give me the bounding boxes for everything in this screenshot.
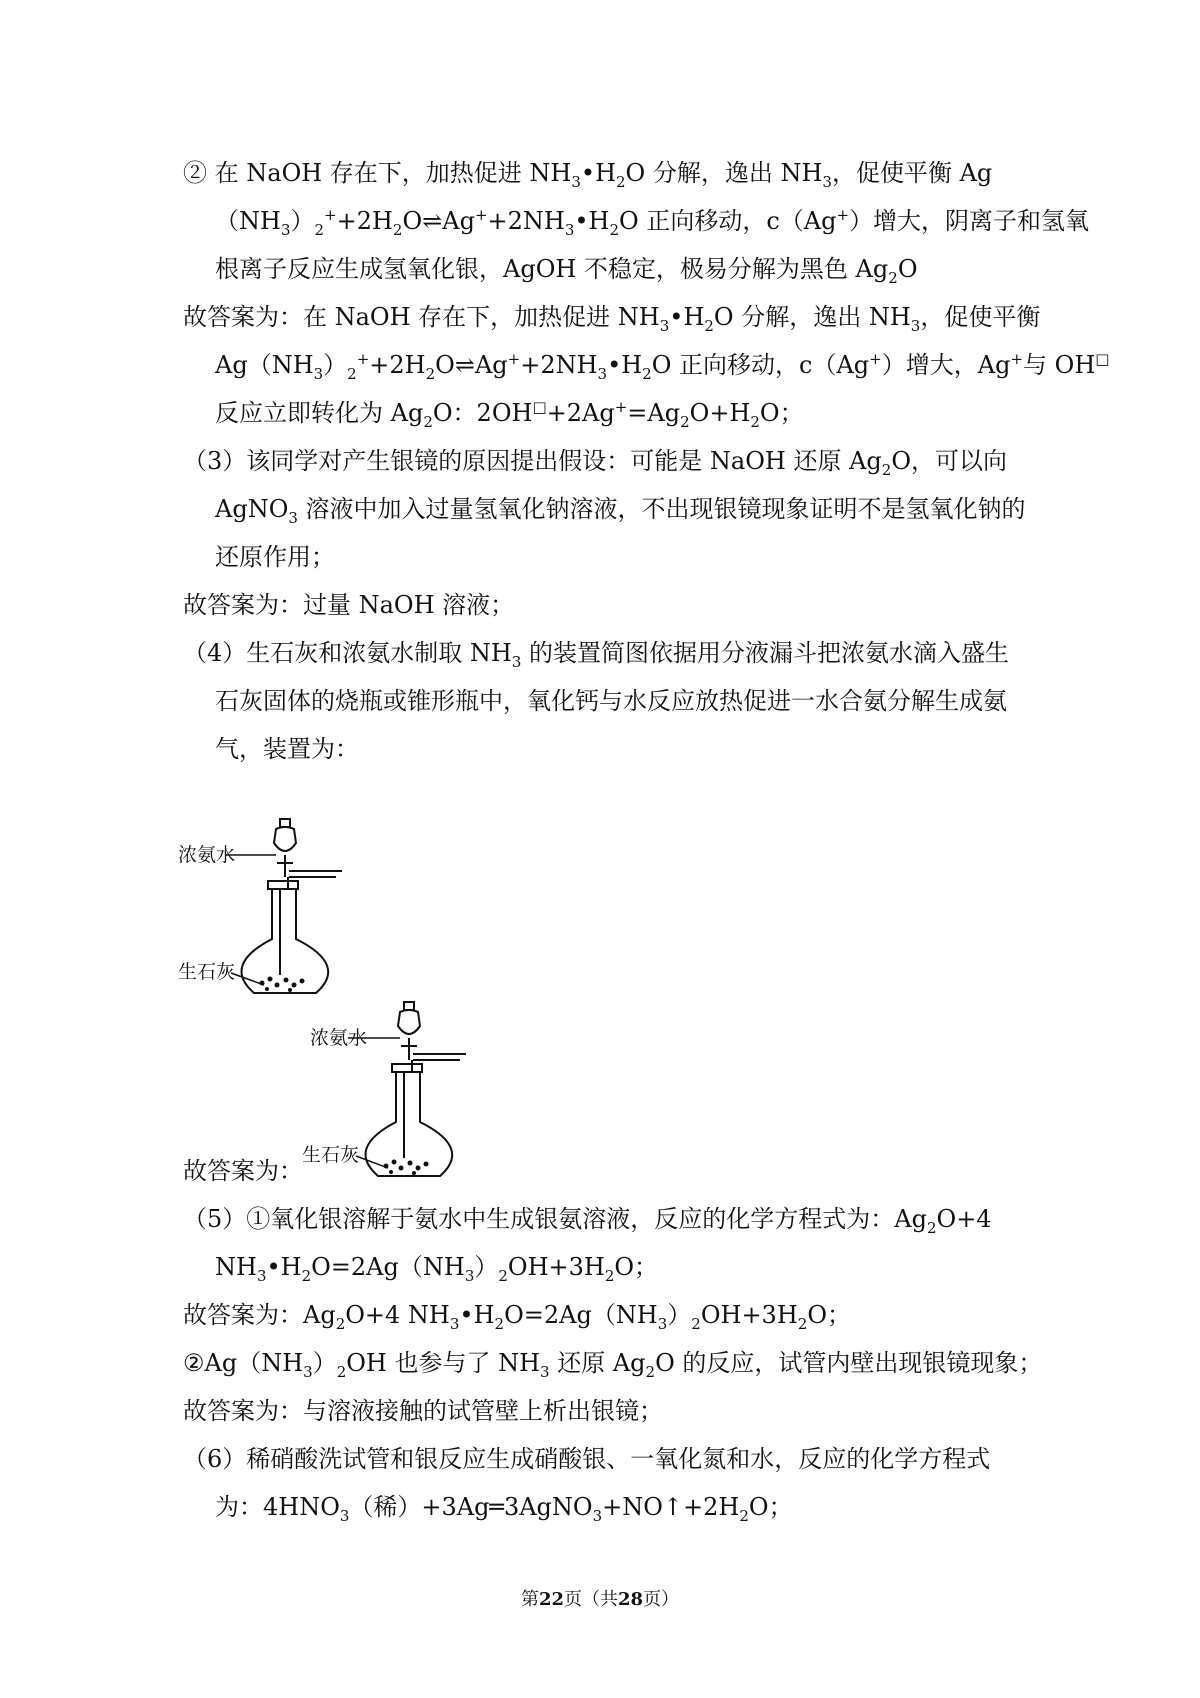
superscript: + bbox=[614, 398, 628, 416]
text-segment: ） bbox=[290, 207, 315, 235]
flask-stopper bbox=[392, 1064, 422, 1072]
text-segment: （NH bbox=[215, 207, 281, 235]
text-segment: •H bbox=[669, 303, 705, 331]
text-line bbox=[215, 350, 1110, 383]
text-line bbox=[183, 1300, 851, 1333]
footer-prefix: 第 bbox=[520, 1589, 539, 1610]
text-segment: •H bbox=[574, 207, 610, 235]
subscript: 2 bbox=[301, 1266, 312, 1285]
subscript: 2 bbox=[881, 460, 892, 479]
text-segment: O⇌Ag bbox=[435, 351, 508, 379]
text-segment: O 分解，逸出 NH bbox=[713, 303, 911, 331]
text-segment: 的装置简图依据用分液漏斗把浓氨水滴入盛生 bbox=[521, 639, 1010, 667]
superscript: + bbox=[836, 206, 850, 224]
subscript: 3 bbox=[657, 1314, 668, 1333]
footer-page-number: 22 bbox=[538, 1589, 564, 1610]
subscript: 3 bbox=[597, 364, 608, 383]
text-segment: O=2Ag（NH bbox=[311, 1253, 465, 1281]
subscript: 3 bbox=[511, 652, 522, 671]
page-footer bbox=[0, 1588, 1200, 1612]
text-segment: O； bbox=[759, 399, 804, 427]
text-segment: OH+3H bbox=[700, 1301, 798, 1329]
subscript: 2 bbox=[797, 1314, 808, 1333]
subscript: 2 bbox=[642, 364, 652, 383]
text-segment: +2Ag bbox=[546, 399, 615, 427]
subscript: 3 bbox=[540, 1362, 550, 1381]
text-line bbox=[183, 1348, 1043, 1381]
text-line bbox=[183, 1204, 992, 1237]
lime-solid bbox=[260, 977, 305, 993]
text-segment: ）增大，阴离子和氢氧 bbox=[849, 207, 1090, 235]
text-segment: ） bbox=[323, 351, 348, 379]
subscript: 2 bbox=[425, 364, 436, 383]
text-segment: 气，装置为： bbox=[215, 735, 359, 763]
funnel-bulb bbox=[274, 827, 296, 851]
text-segment: ）增大，Ag bbox=[881, 351, 1011, 379]
text-segment: O； bbox=[748, 1493, 793, 1521]
subscript: 2 bbox=[494, 1314, 505, 1333]
subscript: 2 bbox=[498, 1266, 508, 1285]
subscript: 3 bbox=[822, 172, 832, 191]
text-segment: •H bbox=[580, 159, 616, 187]
diagram-2-label-ammonia: 浓氨水 bbox=[310, 1027, 368, 1049]
subscript: 3 bbox=[571, 172, 581, 191]
subscript: 2 bbox=[336, 1362, 347, 1381]
text-line bbox=[215, 542, 335, 572]
subscript: 2 bbox=[680, 412, 690, 431]
text-segment: O，可以向 bbox=[891, 447, 1007, 475]
subscript: 2 bbox=[609, 220, 620, 239]
superscript: + bbox=[474, 206, 488, 224]
subscript: 3 bbox=[256, 1266, 267, 1285]
text-line bbox=[215, 686, 1007, 716]
text-segment: ② 在 NaOH 存在下，加热促进 NH bbox=[183, 159, 572, 187]
text-line bbox=[215, 254, 918, 287]
footer-mid: 页（共 bbox=[564, 1589, 618, 1610]
superscript: + bbox=[869, 350, 882, 368]
subscript: 2 bbox=[392, 220, 403, 239]
diagram-1-label-lime: 生石灰 bbox=[178, 961, 236, 983]
text-segment: ②Ag（NH bbox=[183, 1349, 304, 1377]
text-segment: NH bbox=[215, 1253, 257, 1281]
text-line bbox=[215, 398, 804, 431]
subscript: 3 bbox=[280, 220, 291, 239]
text-segment: O； bbox=[614, 1253, 659, 1281]
subscript: 2 bbox=[888, 268, 898, 287]
subscript: 3 bbox=[449, 1314, 460, 1333]
text-line bbox=[215, 494, 1026, 527]
subscript: 3 bbox=[464, 1266, 475, 1285]
text-segment: （3）该同学对产生银镜的原因提出假设：可能是 NaOH 还原 Ag bbox=[183, 447, 882, 475]
subscript: 2 bbox=[604, 1266, 615, 1285]
subscript: 2 bbox=[691, 1314, 701, 1333]
text-segment: O 正向移动，c（Ag bbox=[619, 207, 837, 235]
text-segment: O 正向移动，c（Ag bbox=[651, 351, 870, 379]
flask-stopper bbox=[268, 881, 298, 889]
text-segment: 与 OH bbox=[1023, 351, 1096, 379]
text-segment: O bbox=[897, 255, 918, 283]
subscript: 2 bbox=[314, 220, 325, 239]
lime-solid bbox=[384, 1160, 429, 1176]
subscript: 3 bbox=[288, 508, 298, 527]
subscript: 3 bbox=[592, 1506, 603, 1525]
text-segment: （稀）+3Ag═3AgNO bbox=[349, 1493, 593, 1521]
text-line bbox=[183, 590, 514, 620]
subscript: 2 bbox=[645, 1362, 656, 1381]
text-segment: +2NH bbox=[487, 207, 565, 235]
superscript: □ bbox=[1095, 350, 1110, 368]
text-segment: O=2Ag（NH bbox=[504, 1301, 658, 1329]
flask-body bbox=[242, 889, 329, 993]
text-segment: AgNO bbox=[215, 495, 289, 523]
diagram-1-label-ammonia: 浓氨水 bbox=[178, 844, 236, 866]
funnel-stopper bbox=[280, 819, 290, 827]
superscript: + bbox=[1010, 350, 1024, 368]
text-segment: +2H bbox=[336, 207, 393, 235]
subscript: 2 bbox=[616, 172, 626, 191]
text-segment: +2NH bbox=[520, 351, 598, 379]
footer-total-pages: 28 bbox=[618, 1589, 644, 1610]
text-segment: O：2OH bbox=[432, 399, 533, 427]
text-segment: Ag（NH bbox=[215, 351, 314, 379]
text-segment: 为：4HNO bbox=[215, 1493, 340, 1521]
subscript: 2 bbox=[704, 316, 714, 335]
text-segment: O； bbox=[807, 1301, 851, 1329]
superscript: □ bbox=[532, 398, 547, 416]
subscript: 2 bbox=[423, 412, 433, 431]
text-segment: 故答案为：Ag bbox=[183, 1301, 336, 1329]
subscript: 2 bbox=[347, 364, 357, 383]
subscript: 2 bbox=[739, 1506, 749, 1525]
text-line bbox=[215, 206, 1090, 239]
text-segment: +2H bbox=[369, 351, 426, 379]
text-segment: O⇌Ag bbox=[402, 207, 475, 235]
text-line bbox=[215, 1492, 793, 1525]
text-segment: 故答案为：在 NaOH 存在下，加热促进 NH bbox=[183, 303, 660, 331]
text-segment: ） bbox=[667, 1301, 692, 1329]
text-segment: 根离子反应生成氢氧化银，AgOH 不稳定，极易分解为黑色 Ag bbox=[215, 255, 889, 283]
diagram-2-label-lime: 生石灰 bbox=[302, 1144, 360, 1166]
text-segment: 故答案为：过量 NaOH 溶液； bbox=[183, 591, 515, 619]
text-segment: •H bbox=[607, 351, 643, 379]
text-segment: =Ag bbox=[627, 399, 681, 427]
text-segment: O 的反应，试管内壁出现银镜现象； bbox=[655, 1349, 1043, 1377]
subscript: 2 bbox=[335, 1314, 346, 1333]
funnel-bulb bbox=[398, 1010, 420, 1034]
text-line bbox=[183, 638, 1010, 671]
text-line bbox=[183, 1444, 990, 1474]
subscript: 2 bbox=[926, 1218, 937, 1237]
text-segment: （5）①氧化银溶解于氨水中生成银氨溶液，反应的化学方程式为：Ag bbox=[183, 1205, 927, 1233]
footer-suffix: 页） bbox=[643, 1589, 680, 1610]
subscript: 2 bbox=[750, 412, 760, 431]
flask-body bbox=[366, 1072, 453, 1176]
text-segment: ，促使平衡 bbox=[920, 303, 1041, 331]
delivery-tube bbox=[289, 871, 342, 877]
funnel-stopper bbox=[404, 1002, 414, 1010]
text-line bbox=[183, 1396, 663, 1426]
superscript: + bbox=[356, 350, 370, 368]
text-segment: （6）稀硝酸洗试管和银反应生成硝酸银、一氧化氮和水，反应的化学方程式 bbox=[183, 1445, 991, 1473]
text-segment: ，促使平衡 Ag bbox=[831, 159, 993, 187]
superscript: + bbox=[324, 206, 337, 224]
text-segment: O+4 NH bbox=[345, 1301, 450, 1329]
text-segment: 故答案为：与溶液接触的试管壁上析出银镜； bbox=[183, 1397, 663, 1425]
text-line bbox=[183, 446, 1007, 479]
subscript: 3 bbox=[564, 220, 575, 239]
text-segment: ） bbox=[474, 1253, 499, 1281]
text-segment: 反应立即转化为 Ag bbox=[215, 399, 424, 427]
text-line bbox=[183, 302, 1041, 335]
text-segment: 还原 Ag bbox=[549, 1349, 646, 1377]
text-line bbox=[215, 734, 359, 764]
text-segment: +NO↑+2H bbox=[602, 1493, 740, 1521]
text-line bbox=[183, 158, 993, 191]
text-segment: （4）生石灰和浓氨水制取 NH bbox=[183, 639, 512, 667]
text-segment: 石灰固体的烧瓶或锥形瓶中，氧化钙与水反应放热促进一水合氨分解生成氨 bbox=[215, 687, 1007, 715]
superscript: + bbox=[507, 350, 521, 368]
text-segment: O 分解，逸出 NH bbox=[625, 159, 823, 187]
subscript: 3 bbox=[303, 1362, 313, 1381]
text-segment: O+H bbox=[689, 399, 751, 427]
text-segment: •H bbox=[459, 1301, 495, 1329]
subscript: 3 bbox=[910, 316, 921, 335]
text-segment: 故答案为： bbox=[183, 1157, 303, 1185]
text-segment: 溶液中加入过量氢氧化钠溶液，不出现银镜现象证明不是氢氧化钠的 bbox=[297, 495, 1026, 523]
subscript: 3 bbox=[313, 364, 324, 383]
text-segment: OH 也参与了 NH bbox=[346, 1349, 541, 1377]
subscript: 3 bbox=[339, 1506, 350, 1525]
delivery-tube bbox=[413, 1054, 466, 1060]
text-segment: ） bbox=[312, 1349, 337, 1377]
text-line bbox=[183, 1156, 303, 1186]
text-segment: O+4 bbox=[936, 1205, 992, 1233]
text-line bbox=[215, 1252, 659, 1285]
text-segment: OH+3H bbox=[507, 1253, 605, 1281]
text-segment: •H bbox=[266, 1253, 302, 1281]
text-segment: 还原作用； bbox=[215, 543, 335, 571]
subscript: 3 bbox=[659, 316, 670, 335]
